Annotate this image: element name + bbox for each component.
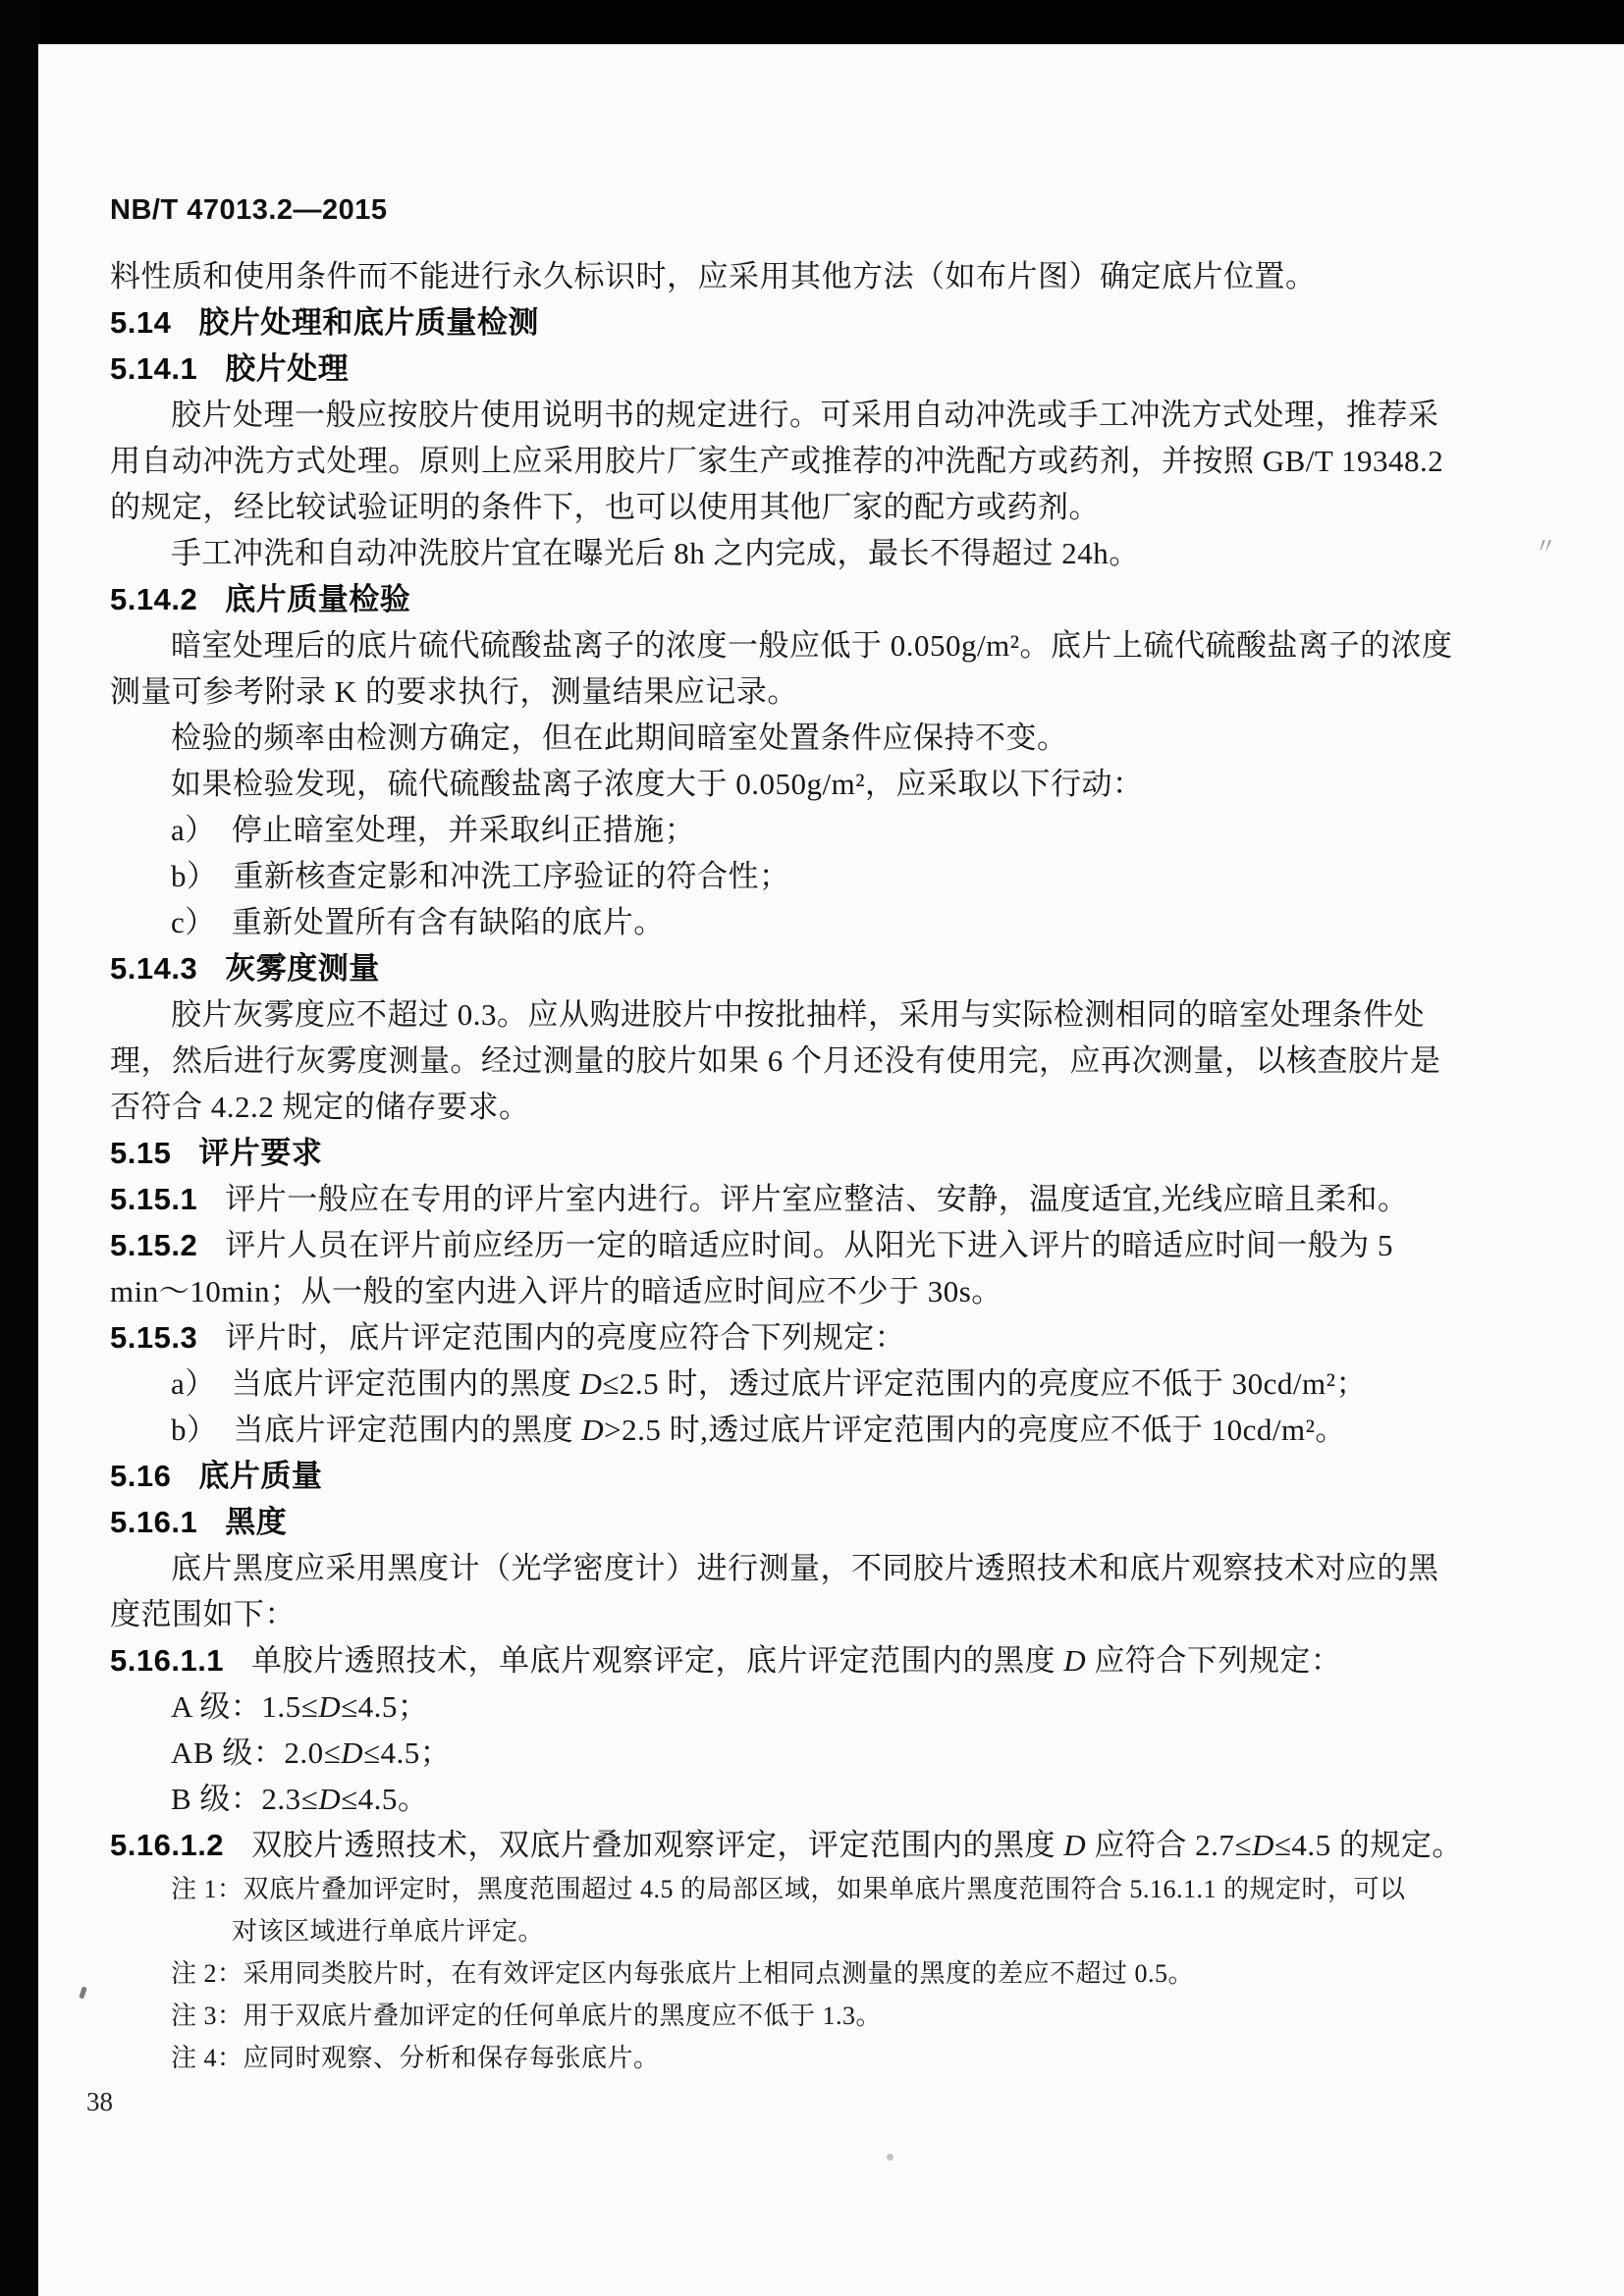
- text-run: ≤2.5 时，透过底片评定范围内的亮度应不低于 30cd/m²；: [602, 1366, 1367, 1401]
- text-run: 胶片灰雾度应不超过 0.3。应从购进胶片中按批抽样，采用与实际检测相同的暗室处理条件处: [171, 997, 1425, 1032]
- scan-border-left: [0, 0, 38, 2296]
- text-run: 胶片处理: [225, 351, 350, 386]
- text-run: b） 当底片评定范围内的黑度: [171, 1413, 582, 1447]
- doc-line: [110, 991, 1563, 1038]
- text-run: 理，然后进行灰雾度测量。经过测量的胶片如果 6 个月还没有使用完，应再次测量，以核查胶片是: [110, 1043, 1441, 1078]
- doc-line: [110, 530, 1563, 576]
- text-run: 注 4：应同时观察、分析和保存每张底片。: [171, 2044, 660, 2072]
- doc-line: [110, 1683, 1563, 1730]
- doc-line: [110, 1776, 1563, 1822]
- doc-line: [110, 1730, 1563, 1776]
- doc-line: [110, 576, 1563, 622]
- doc-line: [110, 2037, 1563, 2079]
- text-run: ≤4.5；: [362, 1735, 452, 1770]
- math-symbol: D: [1063, 1828, 1087, 1862]
- clause-number: 5.16.1.2: [110, 1828, 225, 1862]
- clause-number: 5.14.3: [110, 951, 198, 986]
- text-run: 应符合 2.7≤: [1086, 1828, 1252, 1862]
- doc-line: [110, 1910, 1563, 1952]
- text-run: 胶片处理和底片质量检测: [198, 305, 539, 340]
- doc-line: [110, 853, 1563, 899]
- clause-number: 5.15.1: [110, 1182, 198, 1216]
- text-run: b） 重新核查定影和冲洗工序验证的符合性；: [171, 859, 790, 893]
- doc-line: [110, 945, 1563, 991]
- text-run: 胶片处理一般应按胶片使用说明书的规定进行。可采用自动冲洗或手工冲洗方式处理，推荐采: [171, 398, 1439, 432]
- text-run: 注 3：用于双底片叠加评定的任何单底片的黑度应不低于 1.3。: [171, 2002, 883, 2030]
- text-run: 用自动冲洗方式处理。原则上应采用胶片厂家生产或推荐的冲洗配方或药剂，并按照 GB/T 19348.2: [110, 444, 1444, 478]
- doc-body: [110, 253, 1563, 2079]
- text-run: ≤4.5；: [341, 1689, 429, 1724]
- page-number: 38: [86, 2087, 113, 2116]
- doc-line: [110, 1591, 1563, 1637]
- clause-number: 5.14.2: [110, 582, 198, 616]
- text-run: 评片要求: [198, 1136, 323, 1170]
- scan-speck-quote: 〃: [1535, 534, 1557, 559]
- doc-line: [110, 1453, 1563, 1499]
- clause-number: 5.15: [110, 1136, 172, 1170]
- clause-number: 5.14.1: [110, 351, 198, 386]
- text-run: 对该区域进行单底片评定。: [232, 1917, 545, 1946]
- text-run: 检验的频率由检测方确定，但在此期间暗室处置条件应保持不变。: [171, 721, 1068, 755]
- doc-line: [110, 1499, 1563, 1545]
- math-symbol: D: [341, 1735, 363, 1770]
- doc-line: [110, 1637, 1563, 1683]
- text-run: 的规定，经比较试验证明的条件下，也可以使用其他厂家的配方或药剂。: [110, 490, 1100, 524]
- doc-line: [110, 715, 1563, 761]
- text-run: 注 2：采用同类胶片时，在有效评定区内每张底片上相同点测量的黑度的差应不超过 0.5。: [171, 1959, 1195, 1988]
- doc-line: [110, 1130, 1563, 1176]
- clause-number: 5.16.1: [110, 1505, 198, 1539]
- text-run: 度范围如下：: [110, 1597, 296, 1631]
- clause-number: 5.16.1.1: [110, 1643, 225, 1678]
- doc-line: [110, 668, 1563, 715]
- doc-line: [110, 761, 1563, 807]
- scan-speck-dot: [887, 2154, 893, 2161]
- scan-speck-tick: [79, 1987, 86, 2000]
- text-run: 应符合下列规定：: [1086, 1643, 1342, 1678]
- clause-number: 5.16: [110, 1459, 172, 1493]
- math-symbol: D: [579, 1366, 603, 1401]
- text-run: a） 当底片评定范围内的黑度: [171, 1366, 580, 1401]
- text-run: 料性质和使用条件而不能进行永久标识时，应采用其他方法（如布片图）确定底片位置。: [110, 259, 1317, 294]
- math-symbol: D: [1063, 1643, 1087, 1678]
- text-run: a） 停止暗室处理，并采取纠正措施；: [171, 813, 696, 847]
- text-run: 手工冲洗和自动冲洗胶片宜在曝光后 8h 之内完成，最长不得超过 24h。: [171, 536, 1140, 570]
- text-run: 如果检验发现，硫代硫酸盐离子浓度大于 0.050g/m²，应采取以下行动：: [171, 767, 1144, 801]
- text-run: 否符合 4.2.2 规定的储存要求。: [110, 1090, 530, 1124]
- math-symbol: D: [581, 1413, 605, 1447]
- clause-number: 5.15.2: [110, 1228, 198, 1262]
- doc-line: [110, 484, 1563, 530]
- text-run: >2.5 时,透过底片评定范围内的亮度应不低于 10cd/m²。: [604, 1413, 1346, 1447]
- doc-line: [110, 899, 1563, 945]
- math-symbol: D: [318, 1689, 342, 1724]
- text-run: 底片质量: [198, 1459, 323, 1493]
- text-run: 底片黑度应采用黑度计（光学密度计）进行测量，不同胶片透照技术和底片观察技术对应的黑: [171, 1551, 1439, 1585]
- doc-line: [110, 253, 1563, 299]
- doc-line: [110, 1038, 1563, 1084]
- doc-line: [110, 299, 1563, 346]
- text-run: A 级：1.5≤: [171, 1689, 319, 1724]
- doc-line: [110, 1084, 1563, 1130]
- text-run: 黑度: [225, 1505, 288, 1539]
- doc-line: [110, 1952, 1563, 1995]
- text-run: 注 1：双底片叠加评定时，黑度范围超过 4.5 的局部区域，如果单底片黑度范围符合 5.16.1.1 的规定时，可以: [171, 1875, 1406, 1903]
- text-run: 双胶片透照技术，双底片叠加观察评定，评定范围内的黑度: [251, 1828, 1064, 1862]
- text-run: min～10min；从一般的室内进入评片的暗适应时间应不少于 30s。: [110, 1274, 1002, 1308]
- doc-line: [110, 1995, 1563, 2037]
- text-run: ≤4.5 的规定。: [1273, 1828, 1463, 1862]
- clause-number: 5.15.3: [110, 1320, 198, 1355]
- text-run: ≤4.5。: [341, 1782, 429, 1816]
- doc-line: [110, 1176, 1563, 1222]
- text-run: 灰雾度测量: [225, 951, 380, 986]
- text-run: 暗室处理后的底片硫代硫酸盐离子的浓度一般应低于 0.050g/m²。底片上硫代硫酸盐离子的浓度: [171, 628, 1453, 663]
- doc-line: [110, 438, 1563, 484]
- text-run: c） 重新处置所有含有缺陷的底片。: [171, 905, 665, 939]
- text-run: 底片质量检验: [225, 582, 411, 616]
- math-symbol: D: [1251, 1828, 1274, 1862]
- doc-line: [110, 807, 1563, 853]
- doc-line: [110, 1545, 1563, 1591]
- doc-line: [110, 346, 1563, 392]
- text-run: 评片人员在评片前应经历一定的暗适应时间。从阳光下进入评片的暗适应时间一般为 5: [225, 1228, 1393, 1262]
- text-run: 单胶片透照技术，单底片观察评定，底片评定范围内的黑度: [251, 1643, 1064, 1678]
- text-run: AB 级：2.0≤: [171, 1735, 342, 1770]
- doc-line: [110, 1268, 1563, 1314]
- text-run: 评片时，底片评定范围内的亮度应符合下列规定：: [225, 1320, 906, 1355]
- text-run: B 级：2.3≤: [171, 1782, 319, 1816]
- standard-number-header: NB/T 47013.2—2015: [110, 194, 388, 226]
- clause-number: 5.14: [110, 305, 172, 340]
- doc-line: [110, 1314, 1563, 1361]
- doc-line: [110, 1361, 1563, 1407]
- math-symbol: D: [318, 1782, 342, 1816]
- doc-line: [110, 1407, 1563, 1453]
- scan-border-top: [0, 0, 1624, 44]
- doc-line: [110, 622, 1563, 668]
- text-run: 测量可参考附录 K 的要求执行，测量结果应记录。: [110, 674, 798, 709]
- doc-line: [110, 1868, 1563, 1910]
- text-run: 评片一般应在专用的评片室内进行。评片室应整洁、安静，温度适宜,光线应暗且柔和。: [225, 1182, 1409, 1216]
- doc-line: [110, 392, 1563, 438]
- doc-line: [110, 1822, 1563, 1868]
- doc-line: [110, 1222, 1563, 1268]
